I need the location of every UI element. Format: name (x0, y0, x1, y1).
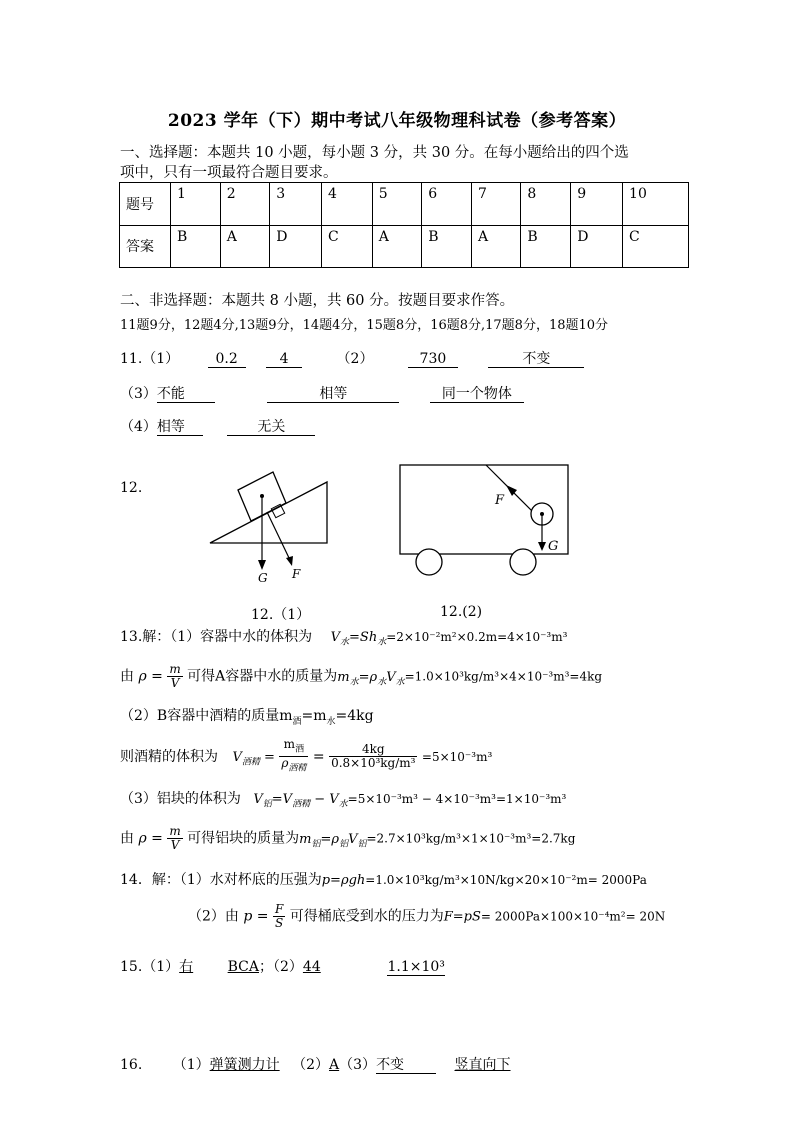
alcohol-subscript: 酒 (292, 716, 302, 727)
q13-line2-prefix: 由 (120, 668, 134, 685)
q16-line (120, 1054, 511, 1074)
q11-answer-8: 相等 (157, 419, 203, 436)
q13-v-alcohol-symbol: $V_{酒精}$ = (232, 749, 275, 768)
q15-label: 15.（1） (120, 959, 180, 975)
q14-line2-prefix: （2）由 (188, 908, 239, 925)
q16-answer-4: 竖直向下 (454, 1057, 511, 1073)
q15-answer-2: BCA (227, 959, 259, 975)
q14-line1 (120, 869, 647, 889)
table-cell-number: 6 (422, 183, 472, 226)
q13-aluminum-mass-equation: =2.7×10³kg/m³×1×10⁻³m³=2.7kg (366, 831, 576, 846)
q12-figure-incline (195, 460, 345, 590)
q11-answer-9: 无关 (227, 419, 315, 436)
table-cell-number: 2 (220, 183, 269, 226)
gravity-label: G (258, 571, 268, 585)
section1-instruction-line1: 一、选择题：本题共 10 小题，每小题 3 分，共 30 分。在每小题给出的四个选 (120, 145, 629, 161)
q13-alcohol-mass-text: （2）B容器中酒精的质量m (120, 708, 293, 724)
table-cell-number: 1 (171, 183, 221, 226)
q14-force-equation: = 2000Pa×100×10⁻⁴m²= 20N (480, 909, 666, 924)
cart-wheel-left (416, 549, 442, 575)
density-formula: ρ = (138, 668, 163, 685)
q13-volume-equation: =2×10⁻²m²×0.2m=4×10⁻³m³ (386, 630, 568, 644)
q16-label: 16. (120, 1057, 143, 1073)
q14-force-symbol: F=pS (443, 909, 481, 925)
alcohol-volume-numerator: 4kg (329, 743, 417, 757)
q16-part3-label: （3） (339, 1057, 377, 1073)
table-cell-number: 5 (372, 183, 421, 226)
q11-part2-label: （2） (336, 351, 374, 367)
table-cell-answer: B (422, 225, 472, 268)
q13-alcohol-mass-value: =4kg (335, 708, 374, 724)
q11-answer-7: 同一个物体 (430, 386, 524, 403)
water-subscript: 水 (326, 716, 336, 727)
table-cell-answer: D (571, 225, 623, 268)
q13-m-water-symbol: $m_水=\rho_水V_水$ (337, 669, 405, 688)
q13-intro: 13.解：（1）容器中水的体积为 (120, 629, 313, 645)
table-cell-number: 4 (322, 183, 373, 226)
pressure-formula: p = (243, 908, 269, 925)
cart-wheel-right (510, 549, 536, 575)
density-fraction-2: $\frac{m}{V}$ (169, 824, 181, 852)
q11-line2 (120, 383, 524, 403)
section2-instruction: 二、非选择题：本题共 8 小题，共 60 分。按题目要求作答。 (120, 293, 515, 309)
q15-answer-4: 1.1×10³ (387, 959, 445, 975)
density-fraction: $\frac{m}{V}$ (169, 662, 181, 690)
tension-label: F (495, 493, 505, 508)
force-arrowhead (286, 556, 293, 566)
q12-label: 12. (120, 480, 143, 496)
q13-aluminum-volume-text: （3）铝块的体积为 (120, 791, 241, 807)
ball-gravity-label: G (548, 539, 559, 554)
q13-line2 (120, 663, 602, 690)
section1-instruction-line2: 项中，只有一项最符合题目要求。 (120, 165, 338, 181)
section2-scores: 11题9分，12题4分,13题9分，14题4分，15题8分，16题8分,17题8分，18题10分 (120, 318, 609, 333)
q15-separator: ；（2） (259, 959, 303, 975)
q11-line1 (120, 348, 584, 368)
table-cell-answer: A (372, 225, 421, 268)
q11-label: 11.（1） (120, 351, 180, 367)
q11-part4-label: （4） (120, 419, 157, 435)
q14-pressure-symbol: p=ρgh (321, 873, 366, 888)
q11-answer-3: 730 (408, 351, 458, 368)
q14-pressure-text: 14．解：（1）水对杯底的压强为 (120, 872, 322, 888)
table-header-label: 题号 (120, 183, 171, 226)
table-cell-number: 3 (270, 183, 322, 226)
q13-aluminum-volume-equation: =5×10⁻³m³ − 4×10⁻³m³=1×10⁻³m³ (347, 792, 567, 806)
table-row-numbers (120, 183, 689, 226)
q13-line3: （2）B容器中酒精的质量$m_酒=m_水=4kg$ (120, 708, 374, 727)
q12-caption-1: 12.（1） (251, 607, 311, 623)
q13-mass-equation: =1.0×10³kg/m³×4×10⁻³m³=4kg (404, 669, 603, 684)
table-cell-answer: B (521, 225, 571, 268)
table-cell-answer: B (171, 225, 221, 268)
q15-answer-3: 44 (302, 959, 321, 975)
force-label: F (292, 567, 301, 581)
q11-part3-label: （3） (120, 386, 157, 402)
q13-m-aluminum-symbol: $m_铝=\rho_铝V_铝$ (299, 831, 367, 850)
q14-line2 (188, 903, 665, 930)
alcohol-mass-density-fraction: $\frac{m_酒}{\rho_{酒精}}$ (281, 737, 307, 774)
q13-line1 (120, 626, 567, 648)
q13-v-water-symbol: $V_水=Sh_水$ (330, 630, 387, 648)
q14-line2-mid: 可得桶底受到水的压力为 (289, 908, 444, 925)
q16-answer-1: 弹簧测力计 (209, 1057, 280, 1073)
table-cell-answer: D (270, 225, 322, 268)
alcohol-volume-fraction (329, 743, 417, 770)
q11-answer-6: 相等 (267, 386, 399, 403)
pressure-fraction: $\frac{F}{S}$ (274, 902, 284, 930)
q13-line6-prefix: 由 (120, 830, 134, 847)
q15-line (120, 956, 445, 976)
answer-table (119, 182, 689, 268)
q11-line3 (120, 416, 315, 436)
q13-alcohol-volume-text: 则酒精的体积为 (120, 748, 218, 765)
table-cell-number: 7 (471, 183, 520, 226)
q13-v-aluminum-symbol: $V_铝=V_{酒精} - V_水$ (253, 792, 348, 810)
ball-gravity-arrowhead (538, 542, 546, 551)
q16-answer-2: A (329, 1057, 340, 1073)
q16-part1-label: （1） (172, 1057, 210, 1073)
table-cell-number: 10 (623, 183, 689, 226)
q13-line4: 则酒精的体积为 $V_{酒精}$ = $\frac{m_酒}{\rho_{酒精}}$ = $\frac{4kg}{\text{0.8×10³kg/m³}}$ =5×10⁻³m³ (120, 737, 493, 774)
q12-figure-cart (392, 460, 577, 585)
q13-line2-mid: 可得A容器中水的质量为 (187, 668, 338, 685)
density-formula-2: ρ = (138, 830, 163, 847)
force-arrow-line (267, 512, 290, 560)
q16-answer-3: 不变 (376, 1057, 436, 1074)
table-answer-label: 答案 (120, 225, 171, 268)
q11-answer-4: 不变 (488, 351, 584, 368)
q11-answer-2: 4 (266, 351, 302, 368)
table-cell-number: 9 (571, 183, 623, 226)
q13-alcohol-volume-result: =5×10⁻³m³ (421, 749, 493, 764)
q11-answer-5: 不能 (157, 386, 215, 403)
alcohol-volume-denominator: 0.8×10³kg/m³ (331, 756, 416, 771)
q16-part2-label: （2） (292, 1057, 330, 1073)
table-cell-number: 8 (521, 183, 571, 226)
table-cell-answer: C (322, 225, 373, 268)
table-cell-answer: C (623, 225, 689, 268)
q13-line6-mid: 可得铝块的质量为 (187, 830, 300, 847)
table-row-answers (120, 225, 689, 268)
q12-caption-2: 12.(2) (440, 604, 483, 620)
q13-line5 (120, 788, 566, 810)
q11-answer-1: 0.2 (208, 351, 246, 368)
gravity-arrowhead (258, 560, 266, 570)
table-cell-answer: A (220, 225, 269, 268)
q14-pressure-equation: =1.0×10³kg/m³×10N/kg×20×10⁻²m= 2000Pa (365, 873, 647, 887)
q15-answer-1: 右 (179, 959, 194, 975)
page-title: 2023 学年（下）期中考试八年级物理科试卷（参考答案） (167, 111, 627, 131)
q13-line6 (120, 825, 575, 852)
table-cell-answer: A (471, 225, 520, 268)
